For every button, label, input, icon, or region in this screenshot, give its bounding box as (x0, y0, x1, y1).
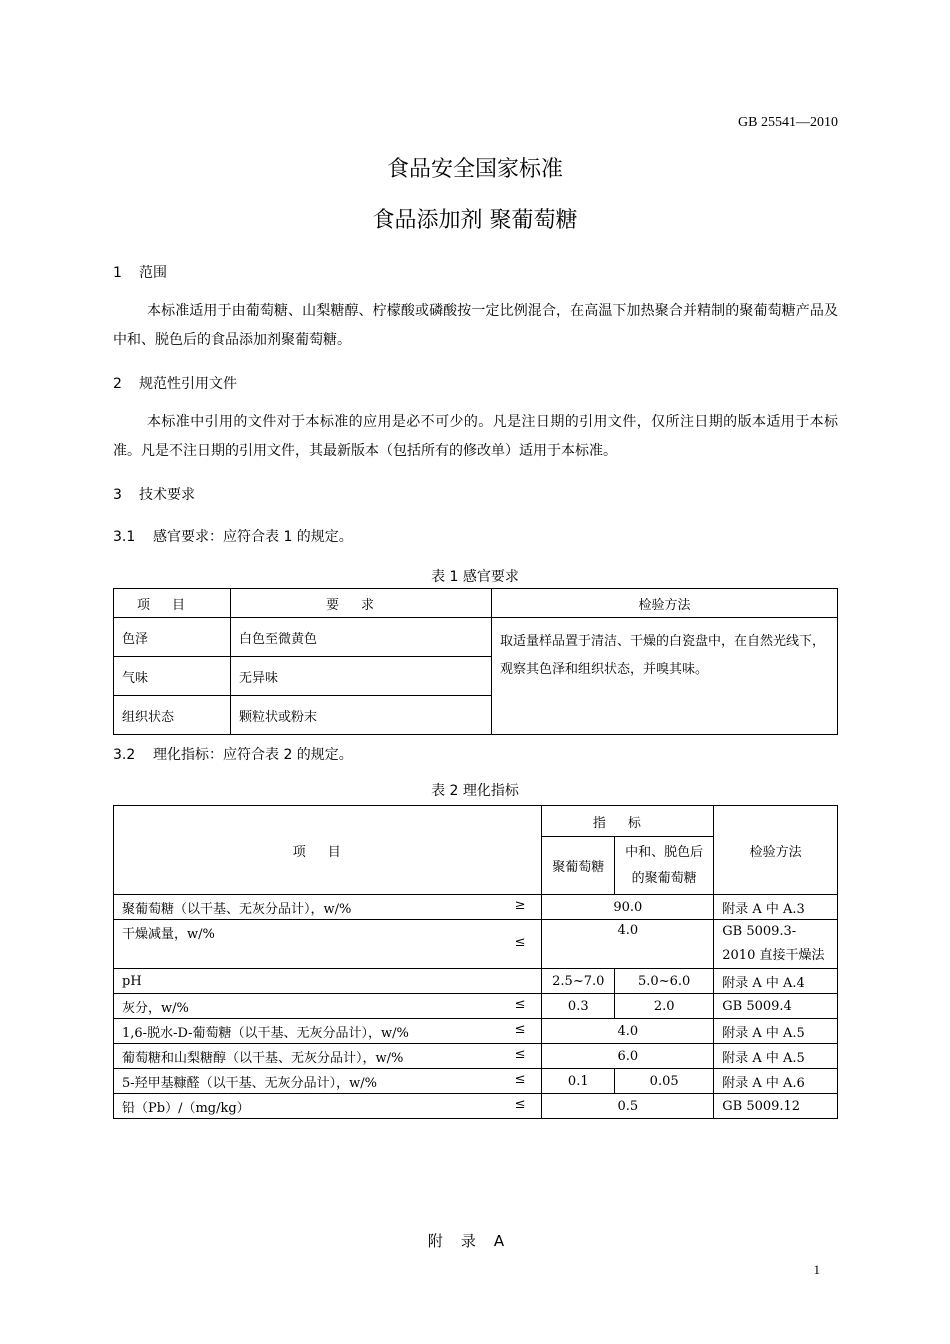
row-value-neutral: 0.05 (615, 1069, 714, 1094)
header-neutralized: 中和、脱色后的聚葡萄糖 (615, 837, 714, 895)
row-operator: ≤ (514, 1046, 526, 1062)
row-operator: ≤ (514, 1096, 526, 1112)
row-item: 灰分，w/% (122, 1000, 189, 1016)
page-title: 食品安全国家标准 (386, 157, 563, 182)
table-2-caption: 表 2 理化指标 (431, 783, 519, 799)
header-requirement: 要求 (325, 597, 396, 613)
table-1-caption: 表 1 感官要求 (431, 569, 519, 585)
row-method: GB 5009.4 (714, 994, 838, 1019)
method-text: 取适量样品置于清洁、干燥的白瓷盘中，在自然光线下，观察其色泽和组织状态，并嗅其味。 (492, 618, 838, 735)
row-value-neutral: 5.0~6.0 (615, 969, 714, 994)
section-title: 感官要求：应符合表 1 的规定。 (153, 529, 353, 545)
section-title: 规范性引用文件 (139, 376, 237, 392)
row-operator: ≤ (514, 1021, 526, 1037)
row-item: 5-羟甲基糠醛（以干基、无灰分品计），w/% (122, 1075, 378, 1091)
row-item: 铅（Pb）/（mg/kg） (122, 1100, 250, 1116)
row-method: 附录 A 中 A.5 (714, 1044, 838, 1069)
row-item: pH (122, 973, 142, 989)
row-method: 附录 A 中 A.5 (714, 1019, 838, 1044)
table-row (114, 920, 838, 969)
section-number: 1 (113, 265, 122, 281)
header-method: 检验方法 (714, 806, 838, 895)
row-requirement: 无异味 (231, 657, 492, 696)
section-title: 范围 (139, 265, 167, 281)
row-requirement: 白色至微黄色 (231, 618, 492, 657)
row-operator: ≤ (514, 935, 526, 950)
row-operator: ≥ (514, 897, 526, 913)
row-value: 0.5 (542, 1094, 714, 1119)
section-3-1-heading (113, 526, 353, 546)
section-3-2-heading (113, 744, 353, 764)
page-number: 1 (813, 1262, 820, 1277)
row-item: 色泽 (114, 618, 231, 657)
table-row (114, 1069, 838, 1094)
row-item: 干燥减量，w/% (122, 927, 215, 942)
table-row (114, 1094, 838, 1119)
section-2-text: 本标准中引用的文件对于本标准的应用是必不可少的。凡是注日期的引用文件，仅所注日期的版本适用于本标准。凡是不注日期的引用文件，其最新版本（包括所有的修改单）适用于本标准。 (113, 414, 838, 459)
table-row (114, 618, 838, 657)
row-method: GB 5009.12 (714, 1094, 838, 1119)
section-number: 3.2 (113, 747, 136, 763)
header-item: 项目 (136, 597, 207, 613)
row-value-poly: 0.1 (542, 1069, 615, 1094)
section-1-text: 本标准适用于由葡萄糖、山梨糖醇、柠檬酸或磷酸按一定比例混合，在高温下加热聚合并精制的聚葡萄糖产品及中和、脱色后的食品添加剂聚葡萄糖。 (113, 303, 838, 348)
section-number: 3 (113, 487, 122, 503)
row-value: 4.0 (542, 1019, 714, 1044)
row-value: 6.0 (542, 1044, 714, 1069)
appendix-title: 附录A (427, 1232, 523, 1250)
standard-code: GB 25541—2010 (738, 115, 838, 130)
table-row (114, 994, 838, 1019)
row-item: 葡萄糖和山梨糖醇（以干基、无灰分品计），w/% (122, 1050, 404, 1066)
section-number: 2 (113, 376, 122, 392)
row-item: 1,6-脱水-D-葡萄糖（以干基、无灰分品计），w/% (122, 1025, 409, 1041)
header-method: 检验方法 (492, 589, 838, 618)
row-value: 4.0 (542, 920, 714, 969)
row-value-poly: 2.5~7.0 (542, 969, 615, 994)
header-item: 项目 (292, 844, 363, 860)
row-method: 附录 A 中 A.6 (714, 1069, 838, 1094)
physchem-table (113, 805, 838, 1119)
section-2-heading (113, 373, 237, 393)
row-item: 聚葡萄糖（以干基、无灰分品计），w/% (122, 901, 352, 917)
row-method: GB 5009.3-2010 直接干燥法 (714, 920, 838, 969)
row-operator: ≤ (514, 996, 526, 1012)
page-subtitle: 食品添加剂 聚葡萄糖 (372, 208, 578, 233)
table-row (114, 1019, 838, 1044)
row-item: 气味 (114, 657, 231, 696)
header-polydextrose: 聚葡萄糖 (542, 837, 615, 895)
row-value-poly: 0.3 (542, 994, 615, 1019)
row-requirement: 颗粒状或粉末 (231, 696, 492, 735)
table-row (114, 969, 838, 994)
row-operator: ≤ (514, 1071, 526, 1087)
sensory-table (113, 588, 838, 735)
row-value-neutral: 2.0 (615, 994, 714, 1019)
table-row (114, 895, 838, 920)
row-value: 90.0 (542, 895, 714, 920)
table-row (114, 1044, 838, 1069)
header-index: 指标 (592, 815, 663, 831)
section-number: 3.1 (113, 529, 136, 545)
section-title: 技术要求 (139, 487, 195, 503)
section-1-heading (113, 262, 167, 282)
row-method: 附录 A 中 A.3 (714, 895, 838, 920)
section-3-heading (113, 484, 195, 504)
section-title: 理化指标：应符合表 2 的规定。 (153, 747, 353, 763)
row-method: 附录 A 中 A.4 (714, 969, 838, 994)
row-item: 组织状态 (114, 696, 231, 735)
